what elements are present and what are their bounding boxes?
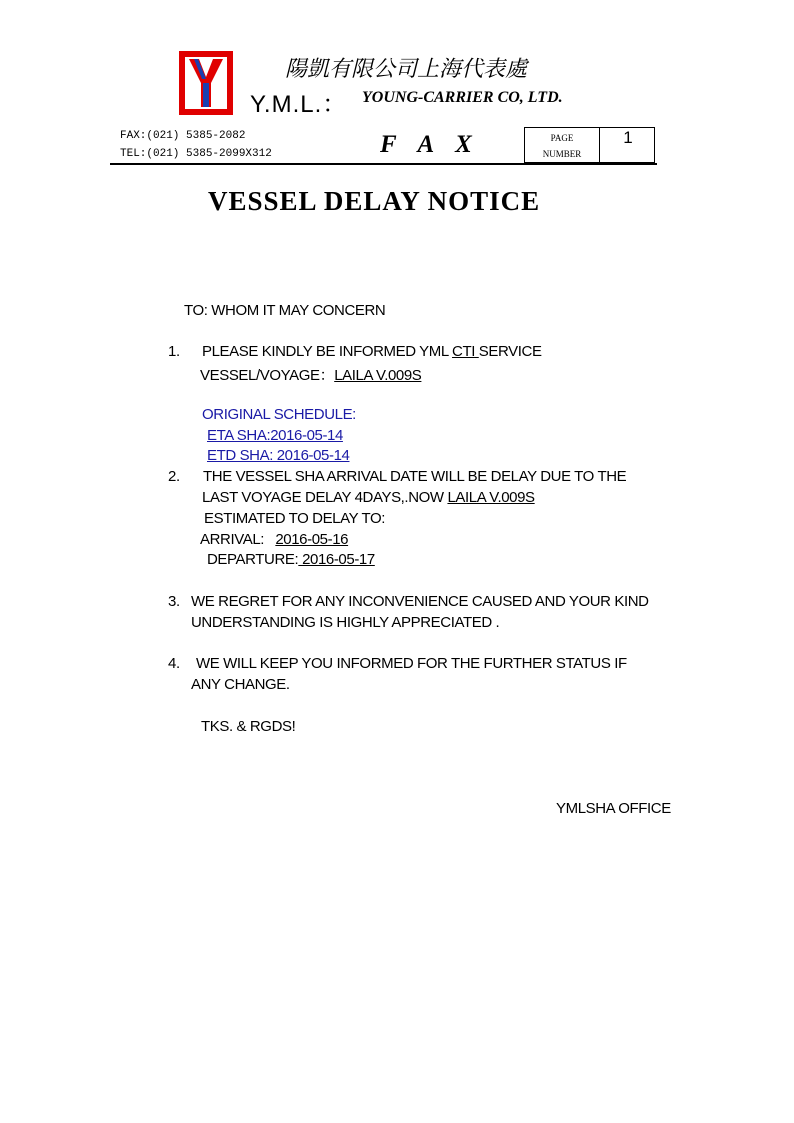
departure-line	[207, 551, 375, 568]
item4-line1: WE WILL KEEP YOU INFORMED FOR THE FURTHER STATUS IF	[196, 655, 627, 672]
item2-vessel: LAILA V.009S	[447, 489, 535, 506]
item2-line2	[202, 489, 535, 506]
arrival-date: 2016-05-16	[275, 531, 349, 548]
to-line: TO: WHOM IT MAY CONCERN	[184, 302, 386, 319]
fax-number: FAX:(021) 5385-2082	[120, 130, 246, 142]
vessel-voyage-label: VESSEL/VOYAGE：	[200, 367, 335, 384]
company-logo	[179, 51, 233, 115]
item1-line1-pre: PLEASE KINDLY BE INFORMED YML	[202, 343, 453, 360]
item1-line2	[200, 364, 421, 385]
etd-sha: ETD SHA: 2016-05-14	[207, 447, 350, 464]
page-label: PAGE	[550, 133, 574, 143]
item2-line1: THE VESSEL SHA ARRIVAL DATE WILL BE DELAY DUE TO THE	[203, 468, 627, 485]
item3-number: 3.	[168, 593, 180, 610]
tel-number: TEL:(021) 5385-2099X312	[120, 148, 272, 160]
item3-line1: WE REGRET FOR ANY INCONVENIENCE CAUSED AND YOUR KIND	[191, 593, 649, 610]
item2-line2-pre: LAST VOYAGE DELAY 4DAYS,.NOW	[202, 489, 448, 506]
company-name-english: YOUNG-CARRIER CO, LTD.	[362, 89, 563, 106]
number-label: NUMBER	[542, 149, 582, 159]
header-rule	[110, 163, 657, 165]
page-number: 1	[623, 128, 633, 147]
original-schedule-label: ORIGINAL SCHEDULE:	[202, 406, 356, 423]
departure-date: 2016-05-17	[298, 551, 375, 568]
item2-number: 2.	[168, 468, 180, 485]
item2-line3: ESTIMATED TO DELAY TO:	[204, 510, 385, 527]
signature: YMLSHA OFFICE	[556, 800, 671, 817]
company-abbr: Y.M.L.：	[250, 91, 348, 118]
item1-number: 1.	[168, 343, 180, 360]
page-number-box	[524, 127, 655, 163]
yml-logo-icon	[185, 57, 227, 109]
item4-number: 4.	[168, 655, 180, 672]
arrival-line	[200, 531, 348, 548]
vessel-voyage-value: LAILA V.009S	[334, 367, 422, 384]
eta-sha: ETA SHA:2016-05-14	[207, 427, 343, 444]
closing-text: TKS. & RGDS!	[201, 718, 296, 735]
item3-line2: UNDERSTANDING IS HIGHLY APPRECIATED .	[191, 614, 500, 631]
arrival-label: ARRIVAL:	[200, 531, 276, 548]
company-name-chinese: 陽凱有限公司上海代表處	[285, 57, 528, 82]
service-name: CTI	[452, 343, 479, 360]
departure-label: DEPARTURE:	[207, 551, 299, 568]
doc-type-label: F A X	[380, 131, 480, 158]
notice-title: VESSEL DELAY NOTICE	[208, 186, 541, 216]
item1-line1	[202, 343, 542, 360]
item1-line1-post: SERVICE	[478, 343, 542, 360]
item4-line2: ANY CHANGE.	[191, 676, 290, 693]
